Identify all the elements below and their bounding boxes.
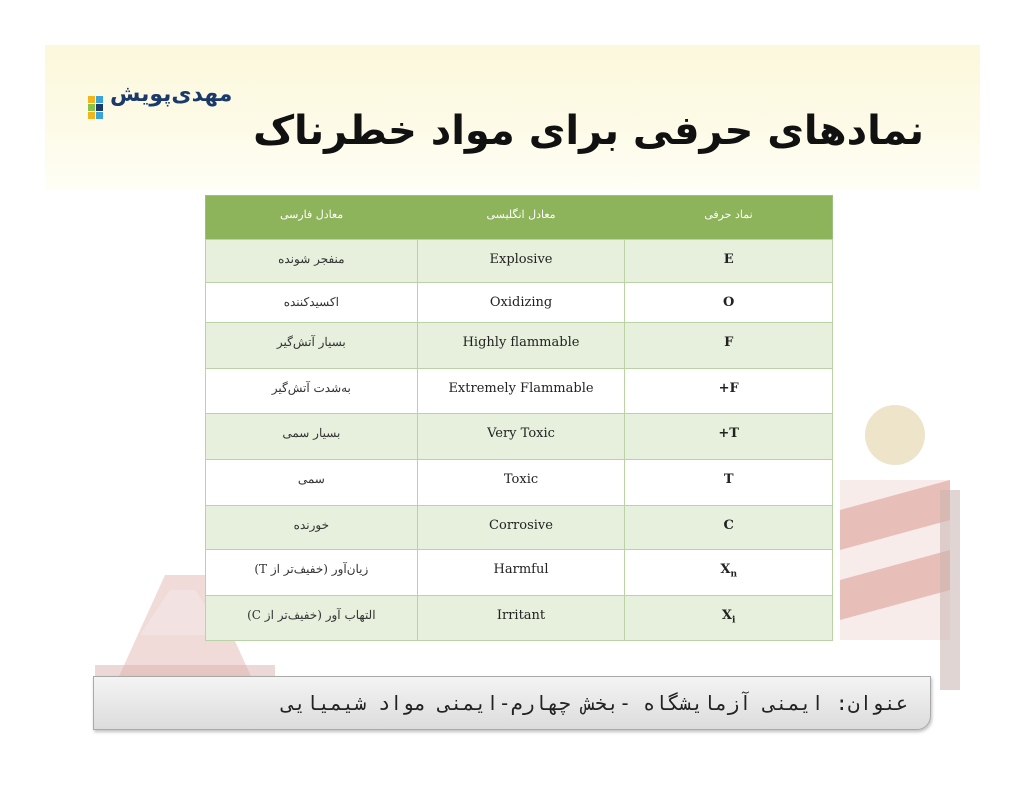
cell-symbol: [625, 414, 833, 460]
cell-persian: التهاب آور (خفیف‌تر از C): [206, 596, 418, 641]
symbol-subscript: i: [732, 615, 736, 626]
table-row: [206, 240, 833, 283]
cell-english: Irritant: [417, 596, 625, 641]
cell-english: Extremely Flammable: [417, 369, 625, 414]
table-row: [206, 323, 833, 369]
cell-symbol: [625, 240, 833, 283]
cell-symbol: [625, 323, 833, 369]
symbol-letter: O: [723, 295, 735, 310]
table-row: [206, 283, 833, 323]
cell-english: Toxic: [417, 460, 625, 506]
symbol-letter: X: [720, 562, 731, 577]
road-barrier-illustration: [820, 400, 980, 690]
cell-persian: منفجر شونده: [206, 240, 418, 283]
symbol-letter: +F: [718, 381, 739, 396]
column-header-symbol: نماد حرفی: [625, 196, 833, 240]
column-header-english: معادل انگلیسی: [417, 196, 625, 240]
cell-english: Highly flammable: [417, 323, 625, 369]
cell-persian: به‌شدت آتش‌گیر: [206, 369, 418, 414]
cell-english: Oxidizing: [417, 283, 625, 323]
cell-persian: بسیار سمی: [206, 414, 418, 460]
footer-caption: عنوان: ایمنی آزمایشگاه -بخش چهارم-ایمنی مواد شیمیایی: [281, 691, 908, 715]
page-title: نمادهای حرفی برای مواد خطرناک: [253, 108, 924, 154]
symbol-letter: T: [723, 472, 734, 487]
cell-english: Harmful: [417, 550, 625, 596]
cell-symbol: [625, 460, 833, 506]
cell-symbol: [625, 283, 833, 323]
cell-english: Explosive: [417, 240, 625, 283]
cell-persian: زیان‌آور (خفیف‌تر از T): [206, 550, 418, 596]
cell-persian: بسیار آتش‌گیر: [206, 323, 418, 369]
cell-persian: خورنده: [206, 506, 418, 550]
symbol-letter: +T: [718, 426, 739, 441]
footer-caption-bar: [93, 676, 931, 730]
hazard-symbols-table: [205, 195, 833, 641]
cell-english: Very Toxic: [417, 414, 625, 460]
symbol-letter: F: [724, 335, 734, 350]
cell-english: Corrosive: [417, 506, 625, 550]
table-row: [206, 550, 833, 596]
brand-logo: [88, 78, 233, 136]
symbol-letter: E: [723, 252, 734, 267]
cell-symbol: [625, 369, 833, 414]
cell-persian: اکسیدکننده: [206, 283, 418, 323]
symbol-letter: C: [723, 518, 734, 533]
table-row: [206, 414, 833, 460]
cell-symbol: [625, 596, 833, 641]
table-row: [206, 596, 833, 641]
logo-text: مهدی‌پویش: [110, 82, 233, 107]
cell-persian: سمی: [206, 460, 418, 506]
column-header-persian: معادل فارسی: [206, 196, 418, 240]
symbol-letter: X: [721, 608, 733, 623]
table-row: [206, 460, 833, 506]
cell-symbol: [625, 550, 833, 596]
table-row: [206, 369, 833, 414]
table-row: [206, 506, 833, 550]
cell-symbol: [625, 506, 833, 550]
table-header-row: [206, 196, 833, 240]
symbol-subscript: n: [730, 569, 737, 580]
